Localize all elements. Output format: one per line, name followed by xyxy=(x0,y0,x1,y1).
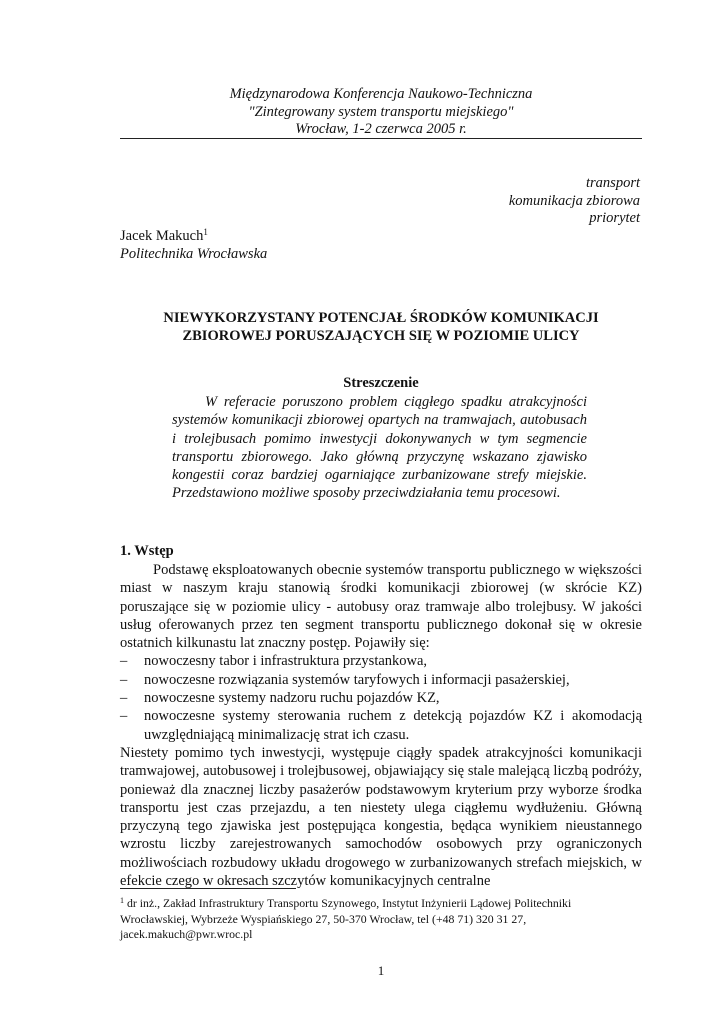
footnote xyxy=(120,893,642,943)
paper-title xyxy=(140,309,622,345)
title-line: ZBIOROWEJ PORUSZAJĄCYCH SIĘ W POZIOMIE ULICY xyxy=(182,328,580,344)
author-name: Jacek Makuch xyxy=(120,228,204,244)
keywords xyxy=(509,175,640,228)
conference-header xyxy=(120,86,642,139)
bullet-list xyxy=(120,652,642,743)
author-footnote-mark: 1 xyxy=(203,227,208,237)
dash-marker: – xyxy=(120,671,128,688)
conference-theme: "Zintegrowany system transportu miejskiego" xyxy=(248,103,514,120)
dash-marker: – xyxy=(120,653,128,670)
abstract-heading: Streszczenie xyxy=(343,375,419,391)
dash-marker: – xyxy=(120,690,128,707)
keyword: komunikacja zbiorowa xyxy=(508,192,640,209)
paragraph: Niestety pomimo tych inwestycji, występuje ciągły spadek atrakcyjności komunikacji tramwajowej, autobusowej i trolejbusowej, objawiający się stale malejącą liczbą podróży, ponieważ dla znacznej liczby pasażerów podstawowym kryterium przy wyborze środka transportu jest czas przejazdu, a ten niestety ulega ciągłemu wydłużeniu. Główną przyczyną tego zjawiska jest postępująca kongestia, będąca wynikiem nieustannego wzrostu liczby zarejestrowanych samochodów osobowych przy ograniczonych możliwościach rozbudowy układu drogowego w zurbanizowanych strefach miejskich, w efekcie czego w okresach szczytów komunikacyjnych centralne xyxy=(120,744,642,890)
list-item: – nowoczesny tabor i infrastruktura przystankowa, xyxy=(120,653,428,670)
list-item: – nowoczesne rozwiązania systemów taryfowych i informacji pasażerskiej, xyxy=(120,671,570,688)
paragraph: Podstawę eksploatowanych obecnie systemów transportu publicznego w większości miast w naszym kraju stanowią środki komunikacji zbiorowej (w skrócie KZ) poruszające się w poziomie ulicy - autobusy oraz tramwaje albo trolejbusy. W jakości usług oferowanych przez ten segment transportu publicznego dokonał się w okresie ostatnich kilkunastu lat znaczny postęp. Pojawiły się: xyxy=(120,562,642,652)
footnote-mark: 1 xyxy=(120,896,124,905)
footnote-line: Wrocławskiej, Wybrzeże Wyspiańskiego 27, 50-370 Wrocław, tel (+48 71) 320 31 27, xyxy=(120,911,527,926)
author-affiliation: Politechnika Wrocławska xyxy=(120,246,268,262)
keyword: priorytet xyxy=(589,210,640,226)
dash-marker: – xyxy=(120,708,128,725)
header-rule xyxy=(120,138,642,139)
page-number: 1 xyxy=(377,963,385,978)
footnote-line: dr inż., Zakład Infrastruktury Transportu Szynowego, Instytut Inżynierii Lądowej Politechniki xyxy=(126,896,572,910)
list-item: – nowoczesne systemy sterowania ruchem z detekcją pojazdów KZ i akomodacją uwzględniającą minimalizację strat ich czasu. xyxy=(120,708,642,743)
conference-name: Międzynarodowa Konferencja Naukowo-Techniczna xyxy=(229,86,533,102)
footnote-rule xyxy=(120,888,296,889)
author-block xyxy=(120,223,267,263)
list-item: – nowoczesne systemy nadzoru ruchu pojazdów KZ, xyxy=(120,690,440,707)
section-body xyxy=(120,561,642,890)
title-line: NIEWYKORZYSTANY POTENCJAŁ ŚRODKÓW KOMUNIKACJI xyxy=(163,310,599,326)
keyword: transport xyxy=(586,175,640,191)
section-heading: 1. Wstęp xyxy=(120,543,174,559)
abstract-text: W referacie poruszono problem ciągłego spadku atrakcyjności systemów komunikacji zbiorowej opartych na tramwajach, autobusach i trolejbusach pomimo inwestycji dokonywanych w tym segmencie transportu zbiorowego. Jako główną przyczynę wskazano zjawisko kongestii coraz bardziej ogarniające zurbanizowane strefy miejskie. Przedstawiono możliwe sposoby przeciwdziałania temu procesowi. xyxy=(172,394,587,502)
footnote-email: jacek.makuch@pwr.wroc.pl xyxy=(120,927,253,941)
conference-place-date: Wrocław, 1-2 czerwca 2005 r. xyxy=(295,121,467,137)
